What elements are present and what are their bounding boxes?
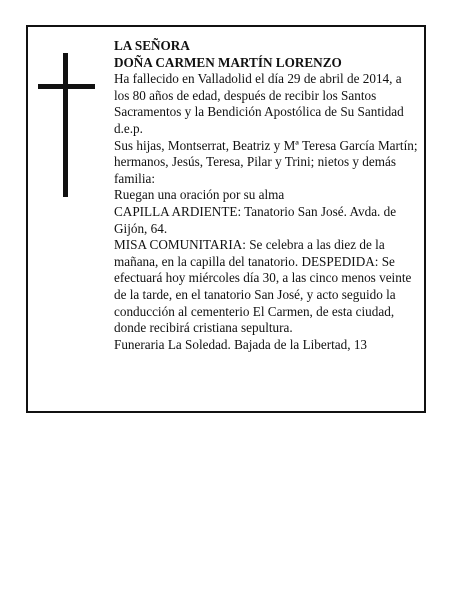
mass-and-burial-details: MISA COMUNITARIA: Se celebra a las diez de la mañana, en la capilla del tanatorio. DESPEDIDA: Se efectuará hoy miércoles día 30, a las cinco menos veinte de la tarde, en el tanatorio San José, y acto seguido la conducción al cementerio El Carmen, de esta ciudad, donde recibirá cristiana sepultura. — [114, 237, 412, 336]
death-announcement: Ha fallecido en Valladolid el día 29 de abril de 2014, a los 80 años de edad, después de recibir los Santos Sacramentos y la Bendición Apostólica de Su Santidad d.e.p. — [114, 71, 404, 136]
funeral-home: Funeraria La Soledad. Bajada de la Libertad, 13 — [114, 336, 368, 352]
funeral-chapel: CAPILLA ARDIENTE: Tanatorio San José. Avda. de Gijón, 64. — [114, 203, 397, 236]
cross-icon-horizontal — [38, 84, 95, 89]
family-members: Sus hijas, Montserrat, Beatriz y Mª Teresa García Martín; hermanos, Jesús, Teresa, Pilar y Trini; nietos y demás familia: — [114, 137, 418, 186]
prayer-request: Ruegan una oración por su alma — [114, 187, 285, 203]
deceased-name: DOÑA CARMEN MARTÍN LORENZO — [114, 54, 342, 70]
obituary-text — [114, 38, 420, 353]
cross-icon-vertical — [63, 53, 68, 197]
notice-heading: LA SEÑORA — [114, 38, 190, 53]
